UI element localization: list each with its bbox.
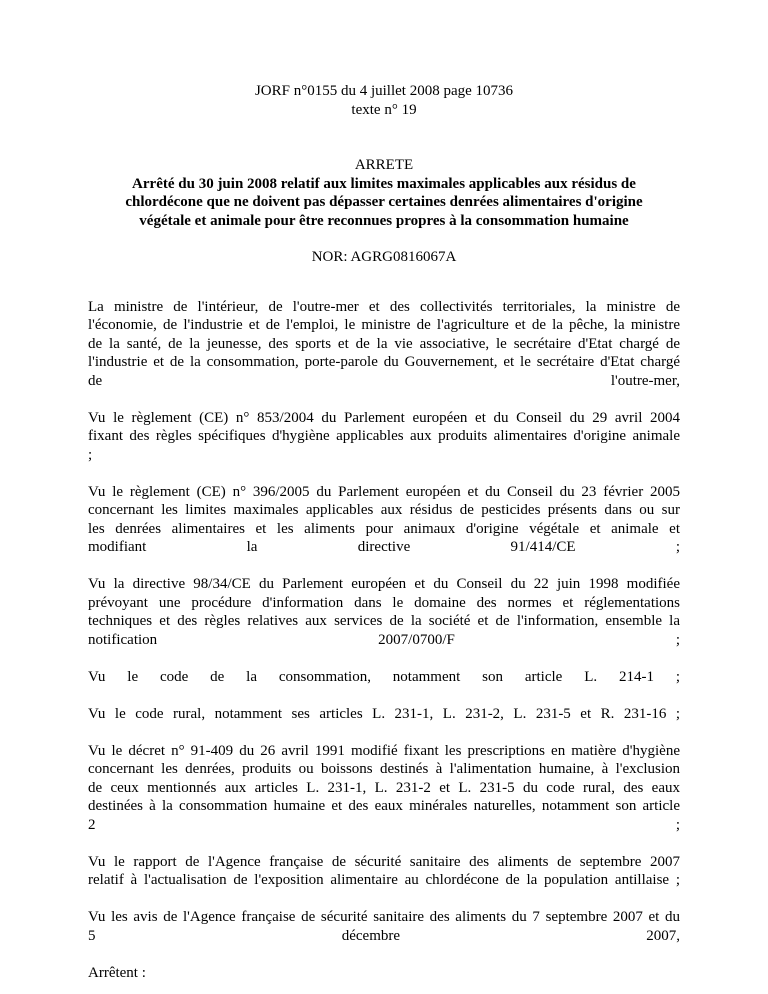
paragraph-line: 2 ;: [88, 816, 680, 833]
paragraph-line: Vu le règlement (CE) n° 396/2005 du Parlement européen et du Conseil du 23 février 2005: [88, 483, 680, 500]
paragraph: [88, 483, 680, 557]
paragraph: [88, 908, 680, 945]
paragraph-line: destinées à la consommation humaine et des eaux minérales naturelles, notamment son article: [88, 798, 680, 814]
paragraph-line: ;: [88, 446, 93, 463]
paragraph-line: relatif à l'actualisation de l'exposition alimentaire au chlordécone de la population antillaise ;: [88, 872, 680, 888]
paragraph-line: l'économie, de l'industrie et de l'emploi, le ministre de l'agriculture et de la pêche, la ministre: [88, 317, 680, 333]
decree-title-line: chlordécone que ne doivent pas dépasser certaines denrées alimentaires d'origine: [125, 194, 643, 210]
paragraph: [88, 668, 680, 687]
paragraph-line: prévoyant une procédure d'information dans le domaine des normes et réglementations: [88, 594, 680, 611]
text-number: texte n° 19: [351, 101, 417, 118]
decree-heading: [88, 156, 680, 230]
paragraph-line: 5 décembre 2007,: [88, 927, 680, 944]
paragraph-line: Vu le rapport de l'Agence française de sécurité sanitaire des aliments de septembre 2007: [88, 853, 680, 870]
decree-title-line: Arrêté du 30 juin 2008 relatif aux limites maximales applicables aux résidus de: [132, 175, 636, 192]
paragraph-line: de ceux mentionnés aux articles L. 231-1, L. 231-2 et L. 231-5 du code rural, des eaux: [88, 779, 680, 796]
paragraph-line: Vu la directive 98/34/CE du Parlement européen et du Conseil du 22 juin 1998 modifiée: [88, 576, 680, 592]
journal-reference: JORF n°0155 du 4 juillet 2008 page 10736: [254, 83, 514, 99]
paragraph-line: concernant les denrées, produits ou boissons destinés à l'alimentation humaine, à l'exclusion: [88, 761, 680, 777]
paragraph-line: techniques et des règles relatives aux services de la société et de l'information, ensemble la: [88, 613, 680, 629]
paragraph-line: Vu le règlement (CE) n° 853/2004 du Parlement européen et du Conseil du 29 avril 2004: [88, 409, 680, 426]
paragraph-line: concernant les limites maximales applicables aux résidus de pesticides présents dans ou sur: [88, 502, 680, 518]
paragraph: [88, 575, 680, 649]
paragraph: [88, 853, 680, 890]
paragraph: [88, 705, 680, 724]
decree-type: ARRETE: [354, 157, 414, 173]
document-page: [88, 82, 680, 982]
paragraph-line: Vu le décret n° 91-409 du 26 avril 1991 modifié fixant les prescriptions en matière d'hygiène: [88, 742, 680, 759]
paragraph-line: Vu le code rural, notamment ses articles L. 231-1, L. 231-2, L. 231-5 et R. 231-16 ;: [88, 705, 680, 722]
paragraph-line: modifiant la directive 91/414/CE ;: [88, 539, 680, 555]
paragraph: [88, 742, 680, 835]
journal-header: [88, 82, 680, 119]
paragraph-line: La ministre de l'intérieur, de l'outre-mer et des collectivités territoriales, la ministre de: [88, 298, 680, 315]
decree-title-line: végétale et animale pour être reconnues propres à la consommation humaine: [139, 212, 629, 229]
closing-word: Arrêtent :: [88, 964, 146, 981]
paragraph: [88, 409, 680, 465]
paragraph: [88, 298, 680, 391]
paragraph-line: l'industrie et de la consommation, porte-parole du Gouvernement, et le secrétaire d'Etat chargé: [88, 354, 680, 370]
visa-paragraphs: [88, 298, 680, 946]
paragraph-line: les denrées alimentaires et les aliments pour animaux d'origine végétale et animale et: [88, 520, 680, 537]
paragraph-line: de l'outre-mer,: [88, 372, 680, 389]
paragraph-line: fixant des règles spécifiques d'hygiène applicables aux produits alimentaires d'origine animale: [88, 428, 680, 444]
paragraph-line: Vu le code de la consommation, notamment son article L. 214-1 ;: [88, 668, 680, 685]
paragraph-line: de la santé, de la jeunesse, des sports et de la vie associative, le secrétaire d'Etat chargé de: [88, 335, 680, 352]
paragraph-line: Vu les avis de l'Agence française de sécurité sanitaire des aliments du 7 septembre 2007 et du: [88, 909, 680, 925]
paragraph-line: notification 2007/0700/F ;: [88, 631, 680, 648]
nor-reference: NOR: AGRG0816067A: [311, 249, 457, 265]
